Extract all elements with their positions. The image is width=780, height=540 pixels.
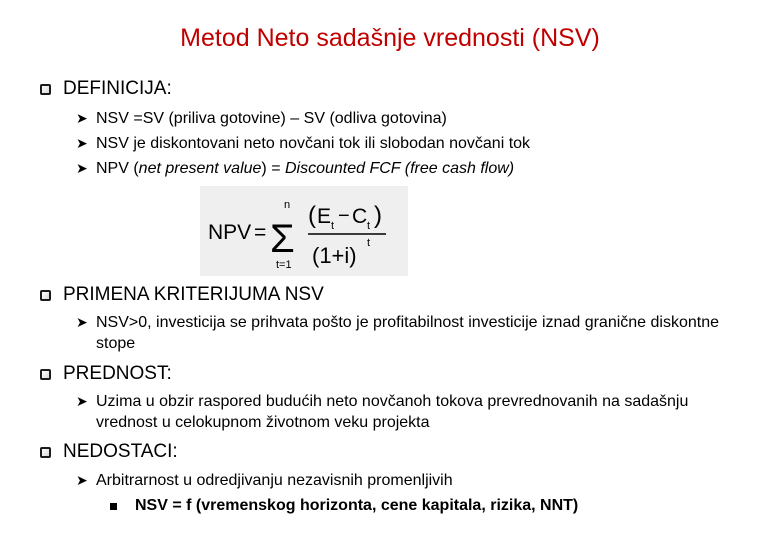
arrow-bullet-icon: ➤	[76, 314, 88, 330]
bullet-text: Uzima u obzir raspored budućih neto novčanoh tokova prevrednovanih na sadašnju vrednost u celokupnom životnom veku projekta	[96, 393, 689, 431]
checkbox-bullet-icon	[40, 447, 51, 458]
formula-C-sub: t	[367, 220, 371, 232]
formula-minus: −	[338, 205, 350, 227]
section-heading: PRIMENA KRITERIJUMA NSV	[63, 284, 324, 305]
formula-denominator: (1+i)	[312, 243, 357, 268]
bullet-text: NSV je diskontovani neto novčani tok ili slobodan novčani tok	[96, 135, 531, 152]
bullet-text	[96, 158, 514, 179]
section-heading: PREDNOST:	[63, 363, 172, 384]
arrow-bullet-icon: ➤	[76, 110, 88, 126]
npv-prefix: NPV (	[96, 160, 139, 177]
checkbox-bullet-icon	[40, 290, 51, 301]
npv-italic-definition: Discounted FCF (free cash flow)	[284, 160, 515, 177]
formula-sigma: Σ	[270, 217, 295, 261]
formula-denominator-exponent: t	[367, 237, 371, 249]
bullet-text: NSV>0, investicija se prihvata pošto je profitabilnost investicije iznad granične diskontne stope	[96, 314, 720, 352]
npv-formula	[200, 186, 408, 276]
arrow-bullet-icon: ➤	[76, 393, 88, 409]
sub-bullet-text: NSV = f (vremenskog horizonta, cene kapitala, rizika, NNT)	[135, 497, 579, 514]
formula-E: E	[317, 205, 332, 228]
list-item	[76, 470, 453, 491]
npv-italic-term: net present value	[138, 160, 262, 177]
formula-num-close: )	[374, 202, 382, 229]
formula-upper-limit: n	[284, 199, 291, 211]
formula-lower-limit: t=1	[276, 259, 292, 271]
formula-num-open: (	[308, 202, 316, 229]
sub-list-item	[110, 497, 578, 515]
npv-mid: ) =	[261, 160, 285, 177]
section-prednost	[40, 363, 172, 385]
section-definicija	[40, 78, 172, 100]
bullet-text: NSV =SV (priliva gotovine) – SV (odliva gotovina)	[96, 110, 447, 127]
checkbox-bullet-icon	[40, 369, 51, 380]
section-heading: NEDOSTACI:	[63, 441, 178, 462]
bullet-text: Arbitrarnost u odredjivanju nezavisnih promenljivih	[96, 472, 453, 489]
square-bullet-icon	[110, 503, 117, 510]
arrow-bullet-icon: ➤	[76, 472, 88, 488]
formula-E-sub: t	[331, 220, 335, 232]
checkbox-bullet-icon	[40, 84, 51, 95]
section-heading: DEFINICIJA:	[63, 78, 172, 99]
section-primena	[40, 284, 324, 306]
list-item	[76, 133, 530, 154]
arrow-bullet-icon: ➤	[76, 160, 88, 176]
list-item	[76, 391, 716, 433]
arrow-bullet-icon: ➤	[76, 135, 88, 151]
formula-svg	[200, 186, 408, 276]
formula-lhs: NPV	[208, 221, 252, 244]
section-nedostaci	[40, 441, 178, 463]
formula-C: C	[352, 205, 368, 228]
formula-equals: =	[254, 221, 267, 244]
list-item	[76, 108, 447, 129]
slide-title: Metod Neto sadašnje vrednosti (NSV)	[180, 24, 600, 52]
list-item	[76, 312, 736, 354]
list-item	[76, 158, 514, 179]
